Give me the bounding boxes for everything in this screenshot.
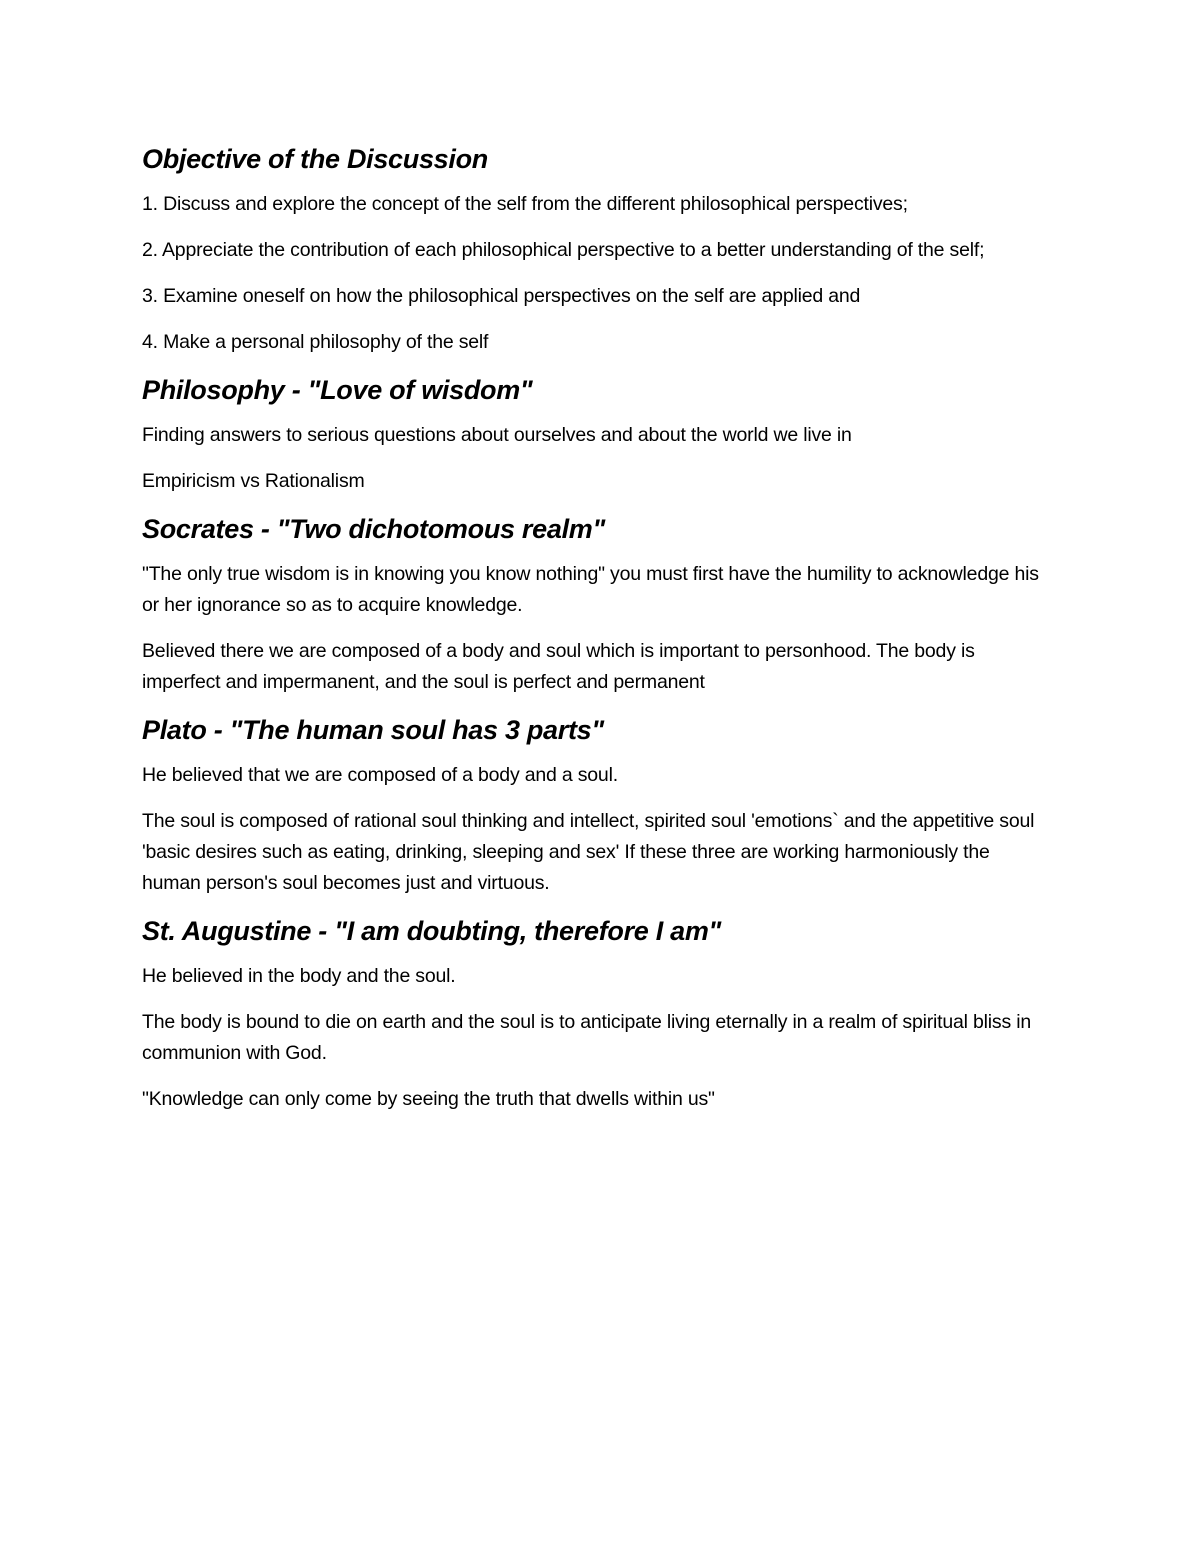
section-heading-philosophy: Philosophy - "Love of wisdom" bbox=[142, 375, 533, 405]
plato-paragraph-1: He believed that we are composed of a body and a soul. bbox=[142, 764, 618, 786]
augustine-paragraph-2: The body is bound to die on earth and the soul is to anticipate living eternally in a realm of spiritual bliss in communion with God. bbox=[142, 1011, 1032, 1064]
philosophy-paragraph-2: Empiricism vs Rationalism bbox=[142, 470, 365, 492]
objective-item-4: 4. Make a personal philosophy of the self bbox=[142, 331, 489, 353]
section-heading-objective: Objective of the Discussion bbox=[142, 144, 488, 174]
socrates-paragraph-2: Believed there we are composed of a body and soul which is important to personhood. The body is imperfect and impermanent, and the soul is perfect and permanent bbox=[142, 640, 975, 693]
objective-item-1: 1. Discuss and explore the concept of the self from the different philosophical perspectives; bbox=[142, 193, 908, 215]
socrates-paragraph-1: "The only true wisdom is in knowing you know nothing" you must first have the humility to acknowledge his or her ignorance so as to acquire knowledge. bbox=[142, 563, 1039, 616]
section-heading-augustine: St. Augustine - "I am doubting, therefore I am" bbox=[142, 916, 722, 946]
objective-item-3: 3. Examine oneself on how the philosophical perspectives on the self are applied and bbox=[142, 285, 861, 307]
document-page bbox=[142, 140, 1052, 1115]
section-heading-plato: Plato - "The human soul has 3 parts" bbox=[142, 715, 604, 745]
augustine-paragraph-1: He believed in the body and the soul. bbox=[142, 965, 456, 987]
plato-paragraph-2: The soul is composed of rational soul thinking and intellect, spirited soul 'emotions` and the appetitive soul 'basic desires such as eating, drinking, sleeping and sex' If these three are working harmoniously the human person's soul becomes just and virtuous. bbox=[142, 810, 1035, 894]
philosophy-paragraph-1: Finding answers to serious questions about ourselves and about the world we live in bbox=[142, 424, 852, 446]
section-heading-socrates: Socrates - "Two dichotomous realm" bbox=[142, 514, 605, 544]
augustine-paragraph-3: "Knowledge can only come by seeing the truth that dwells within us" bbox=[142, 1088, 715, 1110]
objective-item-2: 2. Appreciate the contribution of each philosophical perspective to a better understanding of the self; bbox=[142, 239, 985, 261]
